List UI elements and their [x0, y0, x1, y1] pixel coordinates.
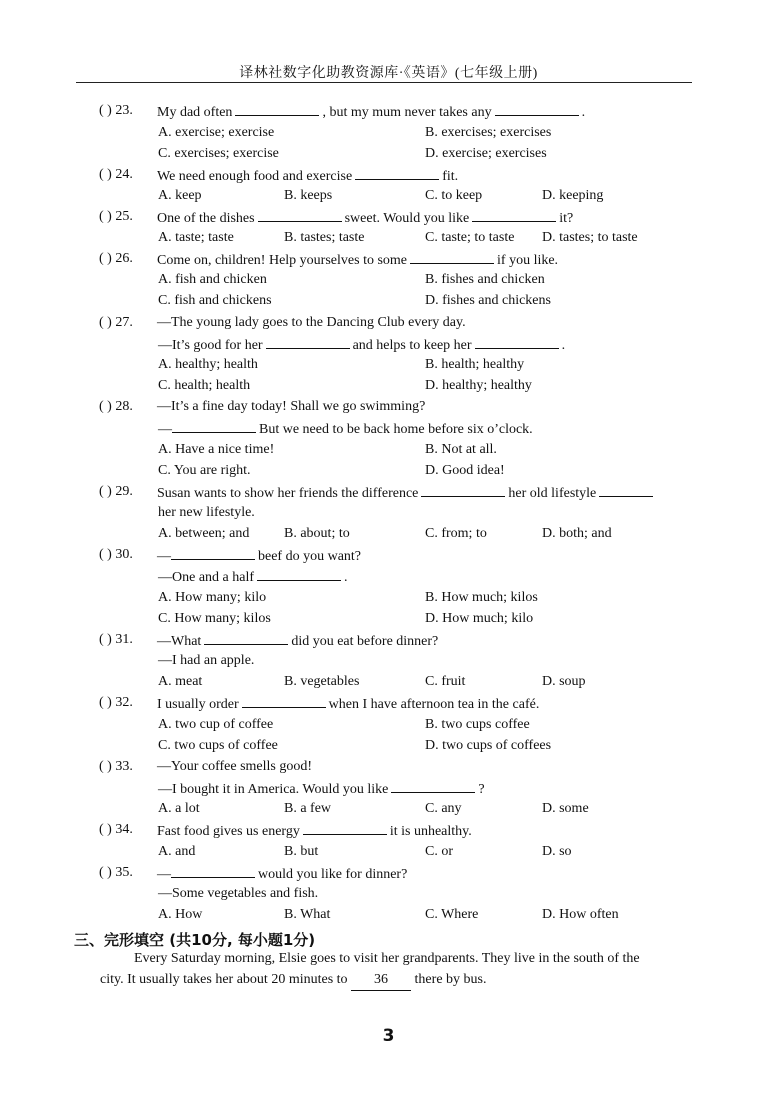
- option-b: B. keeps: [284, 188, 333, 203]
- q31-number: ( ) 31.: [99, 632, 133, 647]
- q27-stem-line1: —The young lady goes to the Dancing Club every day.: [157, 315, 466, 330]
- option-a: A. keep: [158, 188, 202, 203]
- option-d: D. soup: [542, 674, 586, 689]
- option-d: D. Good idea!: [425, 463, 505, 478]
- option-d: D. keeping: [542, 188, 604, 203]
- q28-number: ( ) 28.: [99, 399, 133, 414]
- option-b: B. exercises; exercises: [425, 125, 552, 140]
- answer-blank: [391, 779, 475, 793]
- q32-stem: I usually order when I have afternoon tea in the café.: [157, 694, 539, 714]
- option-c: C. taste; to taste: [425, 230, 515, 245]
- q30-stem: — beef do you want?: [157, 546, 361, 566]
- option-a: A. meat: [158, 674, 203, 689]
- q27-number: ( ) 27.: [99, 315, 133, 330]
- option-a: A. How: [158, 907, 203, 922]
- option-a: A. taste; taste: [158, 230, 234, 245]
- option-b: B. fishes and chicken: [425, 272, 545, 287]
- q34-number: ( ) 34.: [99, 822, 133, 837]
- option-a: A. between; and: [158, 526, 250, 541]
- option-a: A. two cup of coffee: [158, 717, 274, 732]
- option-b: B. How much; kilos: [425, 590, 538, 605]
- q32-number: ( ) 32.: [99, 695, 133, 710]
- q30-number: ( ) 30.: [99, 547, 133, 562]
- q23-number: ( ) 23.: [99, 103, 133, 118]
- answer-blank: [421, 483, 505, 497]
- option-b: B. health; healthy: [425, 357, 525, 372]
- q31-stem: —What did you eat before dinner?: [157, 631, 438, 651]
- answer-blank: [172, 419, 256, 433]
- option-d: D. fishes and chickens: [425, 293, 551, 308]
- option-c: C. health; health: [158, 378, 251, 393]
- option-c: C. How many; kilos: [158, 611, 271, 626]
- answer-blank: [410, 250, 494, 264]
- q33-stem-line1: —Your coffee smells good!: [157, 759, 313, 774]
- option-c: C. any: [425, 801, 462, 816]
- option-a: A. healthy; health: [158, 357, 258, 372]
- q29-number: ( ) 29.: [99, 484, 133, 499]
- answer-blank: [495, 102, 579, 116]
- option-b: B. but: [284, 844, 319, 859]
- passage-line-1: Every Saturday morning, Elsie goes to visit her grandparents. They live in the south of the: [134, 951, 640, 966]
- passage-line-2: city. It usually takes her about 20 minutes to 36 there by bus.: [100, 969, 694, 991]
- cloze-blank-36: 36: [351, 969, 411, 991]
- answer-blank: [235, 102, 319, 116]
- page-number: 3: [382, 1026, 395, 1046]
- option-d: D. some: [542, 801, 589, 816]
- option-d: D. How much; kilo: [425, 611, 534, 626]
- option-a: A. How many; kilo: [158, 590, 267, 605]
- option-c: C. fish and chickens: [158, 293, 272, 308]
- answer-blank: [475, 335, 559, 349]
- q24-stem: We need enough food and exercise fit.: [157, 166, 458, 186]
- answer-blank: [171, 546, 255, 560]
- option-c: C. fruit: [425, 674, 466, 689]
- q28-stem-line1: —It’s a fine day today! Shall we go swimming?: [157, 399, 426, 414]
- option-b: B. about; to: [284, 526, 350, 541]
- option-d: D. both; and: [542, 526, 612, 541]
- q23-stem: My dad often , but my mum never takes any .: [157, 102, 585, 122]
- q26-number: ( ) 26.: [99, 251, 133, 266]
- answer-blank: [303, 821, 387, 835]
- answer-blank: [266, 335, 350, 349]
- header-rule: [76, 82, 692, 83]
- q34-stem: Fast food gives us energy it is unhealthy.: [157, 821, 472, 841]
- answer-blank: [355, 166, 439, 180]
- option-c: C. two cups of coffee: [158, 738, 278, 753]
- option-b: B. tastes; taste: [284, 230, 365, 245]
- option-b: B. Not at all.: [425, 442, 497, 457]
- option-a: A. and: [158, 844, 196, 859]
- option-b: B. a few: [284, 801, 332, 816]
- option-d: D. two cups of coffees: [425, 738, 552, 753]
- option-d: D. exercise; exercises: [425, 146, 547, 161]
- option-c: C. exercises; exercise: [158, 146, 279, 161]
- q35-number: ( ) 35.: [99, 865, 133, 880]
- option-b: B. two cups coffee: [425, 717, 530, 732]
- answer-blank: [599, 483, 653, 497]
- answer-blank: [257, 567, 341, 581]
- q29-stem: Susan wants to show her friends the difference her old lifestyle: [157, 483, 656, 503]
- option-b: B. vegetables: [284, 674, 360, 689]
- option-c: C. Where: [425, 907, 479, 922]
- option-a: A. fish and chicken: [158, 272, 267, 287]
- option-d: D. tastes; to taste: [542, 230, 638, 245]
- option-b: B. What: [284, 907, 331, 922]
- option-d: D. How often: [542, 907, 619, 922]
- q33-number: ( ) 33.: [99, 759, 133, 774]
- answer-blank: [171, 864, 255, 878]
- option-a: A. Have a nice time!: [158, 442, 275, 457]
- answer-blank: [258, 208, 342, 222]
- answer-blank: [472, 208, 556, 222]
- option-d: D. so: [542, 844, 572, 859]
- option-a: A. a lot: [158, 801, 200, 816]
- section-heading: 三、完形填空 (共10分, 每小题1分): [74, 931, 316, 949]
- answer-blank: [242, 694, 326, 708]
- answer-blank: [204, 631, 288, 645]
- q26-stem: Come on, children! Help yourselves to some if you like.: [157, 250, 558, 270]
- q24-number: ( ) 24.: [99, 167, 133, 182]
- option-a: A. exercise; exercise: [158, 125, 275, 140]
- option-d: D. healthy; healthy: [425, 378, 532, 393]
- q25-stem: One of the dishes sweet. Would you like it?: [157, 208, 573, 228]
- running-header: 译林社数字化助教资源库·《英语》(七年级上册): [239, 66, 538, 81]
- option-c: C. to keep: [425, 188, 483, 203]
- option-c: C. from; to: [425, 526, 487, 541]
- q35-stem: — would you like for dinner?: [157, 864, 407, 884]
- option-c: C. or: [425, 844, 453, 859]
- q25-number: ( ) 25.: [99, 209, 133, 224]
- option-c: C. You are right.: [158, 463, 251, 478]
